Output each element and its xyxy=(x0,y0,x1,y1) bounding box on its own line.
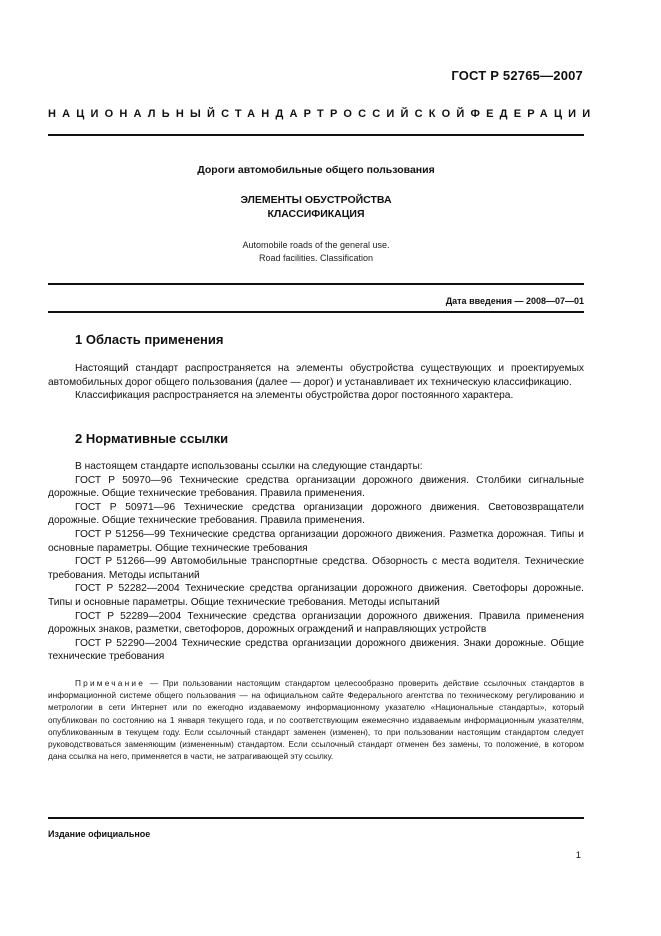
reference-item: ГОСТ Р 51256—99 Технические средства организации дорожного движения. Разметка дорожная. Типы и основные параметры. Общие технические требования xyxy=(48,528,584,554)
english-title-line-2: Road facilities. Classification xyxy=(258,253,374,263)
top-divider xyxy=(48,134,584,136)
standard-title-line-2: КЛАССИФИКАЦИЯ xyxy=(267,208,365,220)
section-2-heading: 2 Нормативные ссылки xyxy=(75,431,229,446)
reference-item: ГОСТ Р 50970—96 Технические средства организации дорожного движения. Столбики сигнальные дорожные. Общие технические требования. Правила применения. xyxy=(48,474,584,500)
national-standard-word: ФЕДЕРАЦИИ xyxy=(470,108,597,120)
standard-title xyxy=(48,193,584,221)
paragraph: Настоящий стандарт распространяется на элементы обустройства существующих и проектируемых автомобильных дорог общего пользования (далее — дорог) и устанавливает их техническую классификацию. xyxy=(48,363,584,388)
note-paragraph xyxy=(48,677,584,762)
reference-item: ГОСТ Р 51266—99 Автомобильные транспортные средства. Обзорность с места водителя. Технические требования. Методы испытаний xyxy=(48,556,584,581)
note-text: — При пользовании настоящим стандартом целесообразно проверить действие ссылочных стандартов в информационной системе общего пользования — на официальном сайте Федерального агентства по техническому регулированию и метрологии в сети Интернет или по ежегодно издаваемому информационному указателю «Национальные стандарты», который опубликован по состоянию на 1 января текущего года, и по соответствующим ежемесячно издаваемым информационным указателям, опубликованным в текущем году. Если ссылочный стандарт заменен (изменен), то при пользовании настоящим стандартом следует руководствоваться заменяющим (измененным) стандартом. Если ссылочный стандарт отменен без замены, то положение, в котором дана ссылка на него, применяется в части, не затрагивающей эту ссылку. xyxy=(48,678,584,762)
english-title xyxy=(48,239,584,265)
section-1-heading: 1 Область применения xyxy=(75,332,224,347)
introduction-date: Дата введения — 2008—07—01 xyxy=(445,296,584,306)
paragraph: Классификация распространяется на элементы обустройства дорог постоянного характера. xyxy=(75,390,514,402)
title-divider xyxy=(48,283,584,285)
section-1-body xyxy=(48,362,584,403)
section-2-body xyxy=(48,460,584,664)
reference-item: ГОСТ Р 52282—2004 Технические средства организации дорожного движения. Светофоры дорожные. Типы и основные параметры. Общие технические требования. Методы испытаний xyxy=(48,583,584,608)
standard-topic: Дороги автомобильные общего пользования xyxy=(197,164,435,176)
standard-title-line-1: ЭЛЕМЕНТЫ ОБУСТРОЙСТВА xyxy=(240,194,392,206)
english-title-line-1: Automobile roads of the general use. xyxy=(242,240,390,250)
reference-item: ГОСТ Р 52290—2004 Технические средства организации дорожного движения. Знаки дорожные. Общие технические требования xyxy=(48,637,584,663)
page-number: 1 xyxy=(575,850,581,861)
national-standard-title xyxy=(48,108,597,120)
gost-code: ГОСТ Р 52765—2007 xyxy=(451,68,583,83)
note-label: Примечание xyxy=(75,678,146,688)
note xyxy=(48,677,584,762)
edition-label: Издание официальное xyxy=(48,829,151,839)
national-standard-word: НАЦИОНАЛЬНЫЙ xyxy=(48,108,222,120)
footer-divider xyxy=(48,817,584,819)
national-standard-word: РОССИЙСКОЙ xyxy=(329,108,471,120)
reference-item: ГОСТ Р 52289—2004 Технические средства организации дорожного движения. Правила применения дорожных знаков, разметки, светофоров, дорожных ограждений и направляющих устройств xyxy=(48,610,584,636)
national-standard-word: СТАНДАРТ xyxy=(221,108,330,120)
reference-item: ГОСТ Р 50971—96 Технические средства организации дорожного движения. Световозвращатели дорожные. Общие технические требования. Правила применения. xyxy=(48,501,584,527)
paragraph: В настоящем стандарте использованы ссылки на следующие стандарты: xyxy=(75,461,423,472)
date-divider xyxy=(48,311,584,313)
